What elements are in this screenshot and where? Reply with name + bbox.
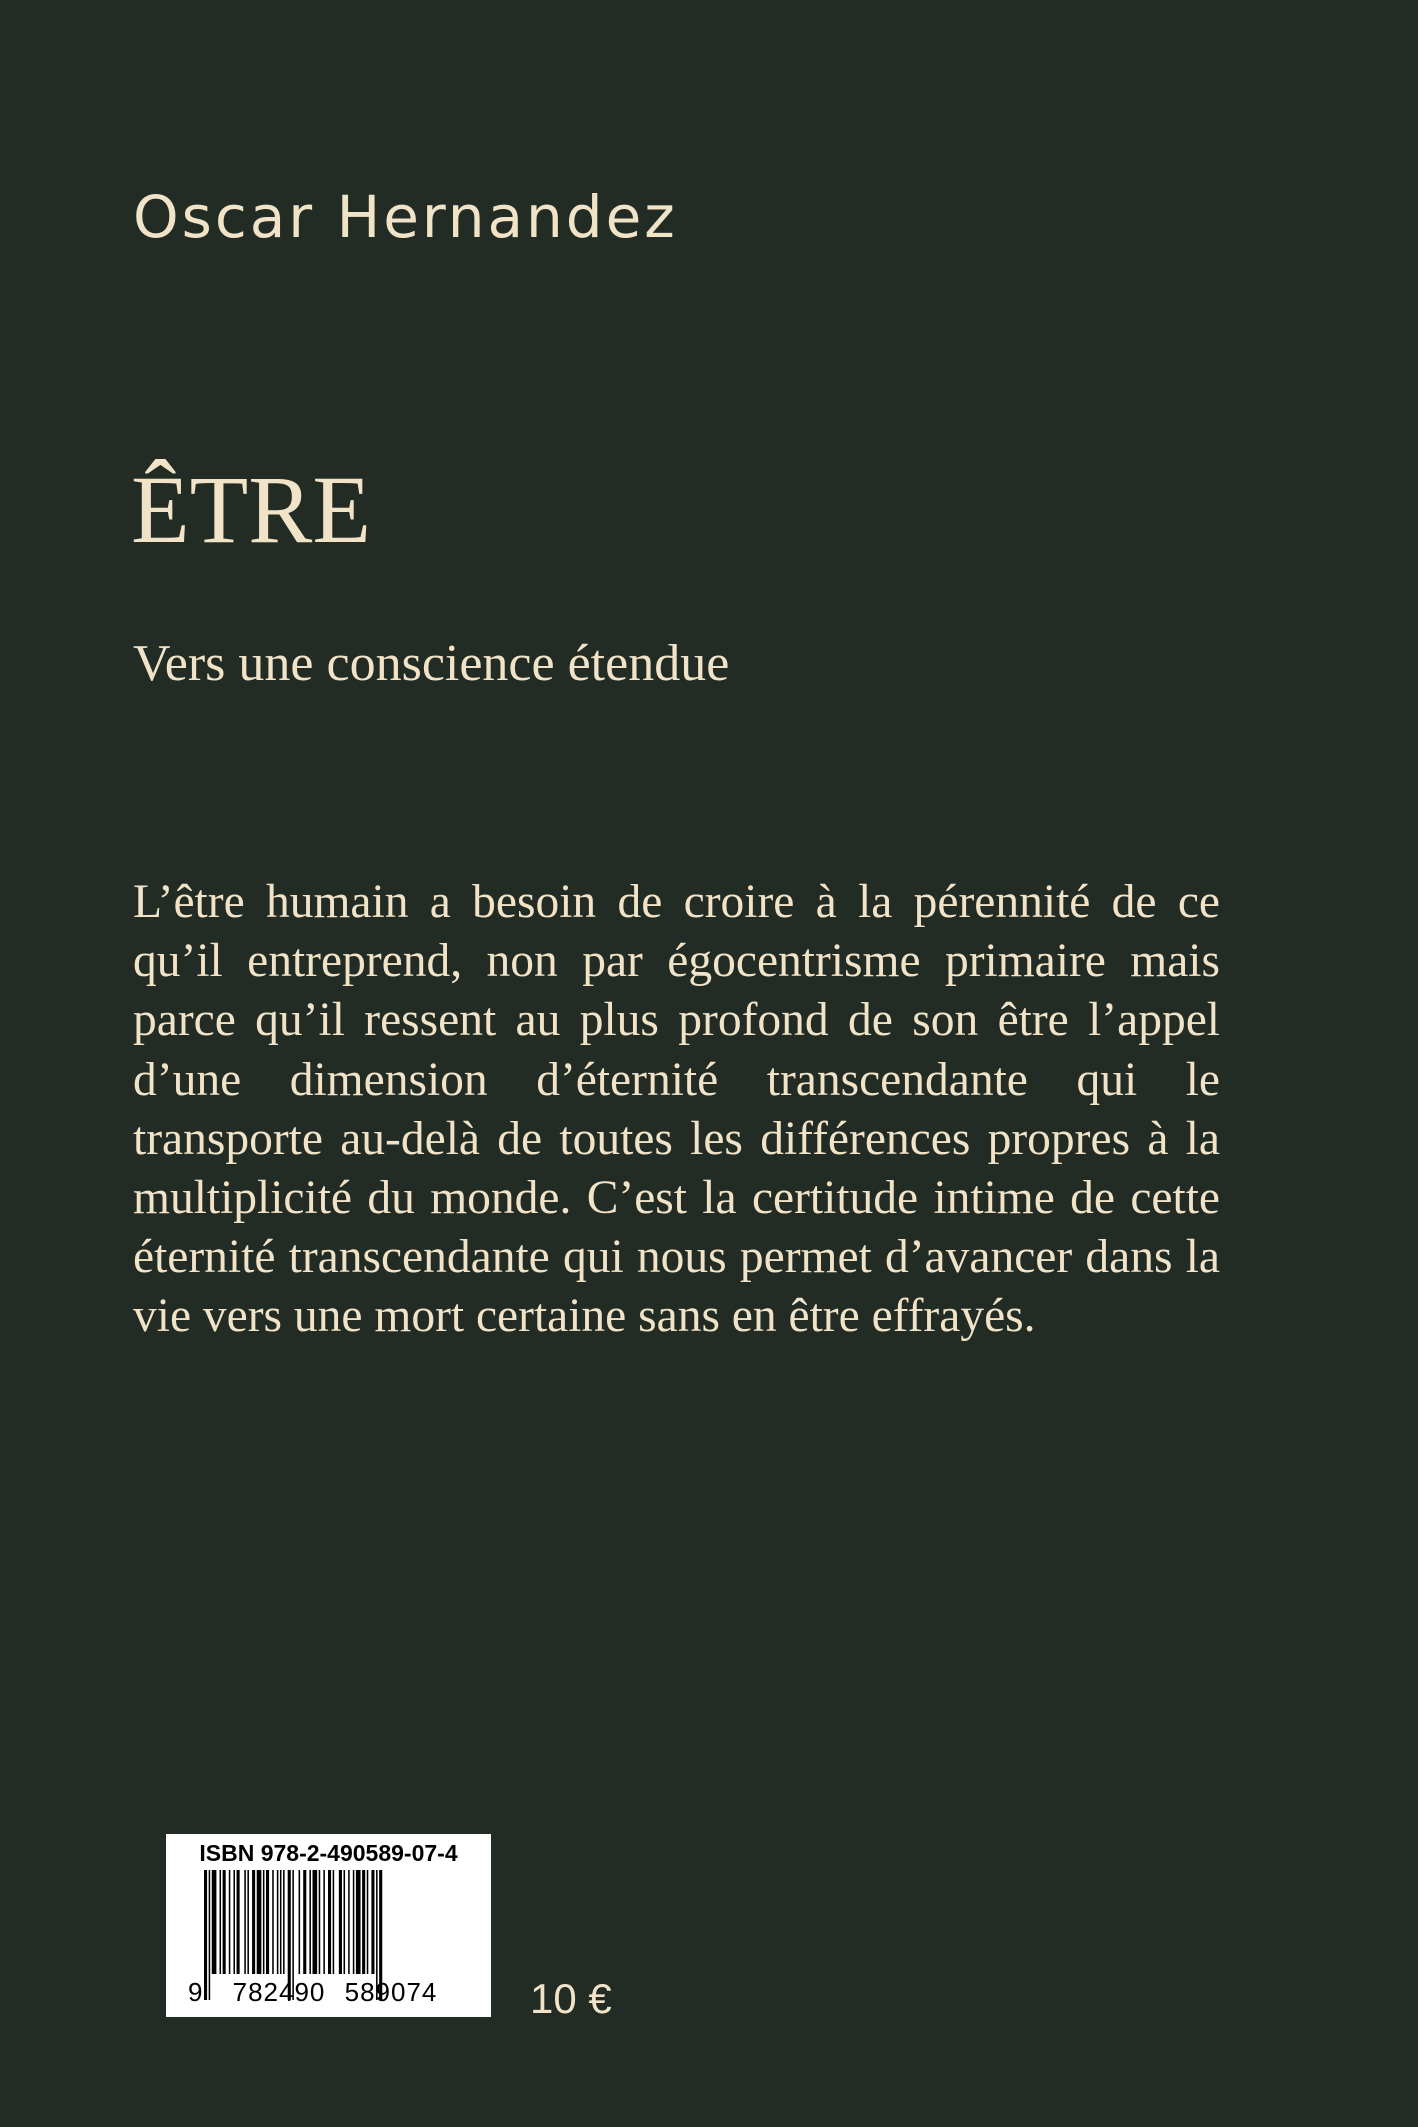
barcode-bar (309, 1870, 311, 1974)
barcode-bar (237, 1870, 240, 1974)
back-cover-blurb: L’être humain a besoin de croire à la pérennité de ce qu’il entreprend, non par égocentrisme primaire mais parce qu’il ressent au plus profond de son être l’appel d’une dimension d’éternité transcendante qui le transporte au-delà de toutes les différences propres à la multiplicité du monde. C’est la certitude intime de cette éternité transcendante qui nous permet d’avancer dans la vie vers une mort certaine sans en être effrayés. (133, 876, 1220, 1343)
barcode-bar (263, 1870, 265, 1974)
barcode-bar (244, 1870, 246, 1974)
barcode-bar (362, 1870, 365, 1974)
barcode-bar (229, 1870, 231, 1974)
barcode-bar (266, 1870, 269, 1974)
author-name: Oscar Hernandez (133, 183, 678, 251)
barcode-bar (299, 1870, 301, 1974)
barcode-digits-left: 782490 (232, 1977, 326, 2007)
book-subtitle: Vers une conscience étendue (133, 635, 730, 692)
barcode-bar (247, 1870, 249, 1974)
barcode-bar (367, 1870, 369, 1974)
barcode-bar (348, 1870, 350, 1974)
barcode-bar (323, 1870, 325, 1974)
barcode-bar (223, 1870, 226, 1974)
barcode-bar (353, 1870, 355, 1974)
barcode-digits-right: 589074 (344, 1977, 438, 2007)
barcode-bar (339, 1870, 342, 1974)
barcode-bar (328, 1870, 331, 1974)
barcode-bar (283, 1870, 285, 1974)
barcode-bar (257, 1870, 262, 1974)
barcode-bar (209, 1870, 211, 2000)
isbn-barcode (166, 1834, 491, 2017)
barcode-bar (344, 1870, 346, 1974)
isbn-label: ISBN 978-2-490589-07-4 (199, 1840, 458, 1866)
barcode-bar (277, 1870, 279, 1974)
barcode-bar (319, 1870, 321, 1974)
barcode-bar (303, 1870, 306, 1974)
barcode-bar (252, 1870, 255, 1974)
barcode-bar (313, 1870, 318, 1974)
barcode-bar (220, 1870, 222, 1974)
book-title: ÊTRE (131, 456, 371, 563)
barcode-bar (212, 1870, 217, 1974)
barcode-bar (280, 1870, 282, 1974)
barcode-digit-first: 9 (188, 1977, 203, 2007)
barcode-bar (272, 1870, 274, 1974)
barcode-bar (204, 1870, 207, 2000)
barcode-bar (333, 1870, 335, 1974)
barcode-bar (371, 1870, 374, 1974)
barcode-bar (356, 1870, 361, 1974)
barcode-bar (233, 1870, 235, 1974)
price-label: 10 € (530, 1975, 612, 2022)
